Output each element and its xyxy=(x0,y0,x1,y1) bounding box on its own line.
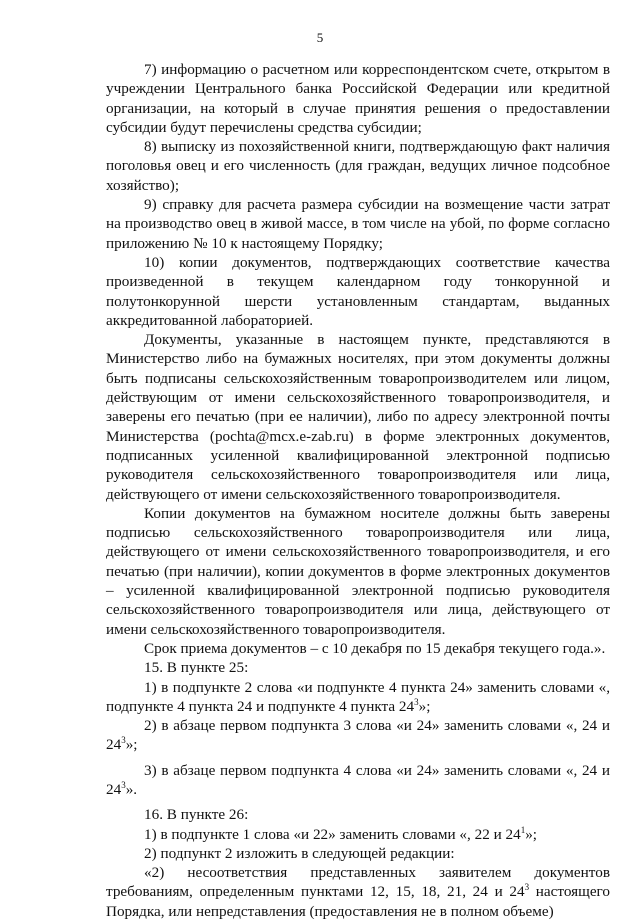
quoted-subitem-2-text: «2) несоответствия представленных заявителем документов требованиям, определенным пунктами 12, 15, 18, 21, 24 и 24 xyxy=(106,864,610,901)
item-15-sub-2-end: »; xyxy=(125,736,138,754)
item-16-sub-1 xyxy=(106,825,610,844)
item-15-sub-1-end: »; xyxy=(418,697,431,715)
quoted-subitem-2-end: настоящего Порядка, или непредставления (предоставления не в полном объеме) xyxy=(106,883,611,920)
page-number: 5 xyxy=(316,30,324,45)
item-16-sub-2: 2) подпункт 2 изложить в следующей редакции: xyxy=(144,844,455,862)
paragraph-item-8: 8) выписку из похозяйственной книги, подтверждающую факт наличия поголовья овец и его численность (для граждан, ведущих личное подсобное хозяйство); xyxy=(106,138,610,194)
paragraph-documents: Документы, указанные в настоящем пункте, представляются в Министерство либо на бумажных носителях, при этом документы должны быть подписаны сельскохозяйственным товаропроизводителем или лицом, действующим от имени сельскохозяйственного товаропроизводителя, и заверены его печатью (при ее наличии), либо по адресу электронной почты Министерства (pochta@mcx.e-zab.ru) в форме электронных документов, подписанных усиленной квалифицированной электронной подписью руководителя сельскохозяйственного товаропроизводителя или лица, действующего от имени сельскохозяйственного товаропроизводителя. xyxy=(106,331,610,503)
paragraph-item-9: 9) справку для расчета размера субсидии на возмещение части затрат на производство овец в живой массе, в том числе на убой, по форме согласно приложению № 10 к настоящему Порядку; xyxy=(106,196,610,252)
item-15-heading: 15. В пункте 25: xyxy=(144,659,249,677)
paragraph-term: Срок приема документов – с 10 декабря по 15 декабря текущего года.». xyxy=(144,639,606,657)
item-15-sub-3 xyxy=(106,761,610,800)
item-16-sub-1-end: »; xyxy=(525,825,538,843)
item-16-heading: 16. В пункте 26: xyxy=(144,806,249,824)
paragraph-item-7: 7) информацию о расчетном или корреспондентском счете, открытом в учреждении Центрального банка Российской Федерации или кредитной организации, на который в случае принятия решения о предоставлении субсидии будут перечислены средства субсидии; xyxy=(106,61,610,136)
item-15-sub-1 xyxy=(106,678,610,717)
paragraph-copies: Копии документов на бумажном носителе должны быть заверены подписью сельскохозяйственного товаропроизводителя или лица, действующего от имени сельскохозяйственного товаропроизводителя, и его печатью (при наличии), копии документов в форме электронных документов – усиленной квалифицированной электронной подписью руководителя сельскохозяйственного товаропроизводителя или лица, действующего от имени сельскохозяйственного товаропроизводителя. xyxy=(106,504,610,638)
superscript: 3 xyxy=(414,696,419,707)
superscript: 3 xyxy=(121,779,126,790)
superscript: 3 xyxy=(121,735,126,746)
item-16-sub-1-text: 1) в подпункте 1 слова «и 22» заменить словами «, 22 и 24 xyxy=(144,825,521,843)
item-15-sub-3-text: 3) в абзаце первом подпункта 4 слова «и 24» заменить словами «, 24 и 24 xyxy=(106,761,610,798)
quoted-subitem-2 xyxy=(106,863,610,921)
paragraph-item-10: 10) копии документов, подтверждающих соответствие качества произведенной в текущем календарном году тонкорунной и полутонкорунной шерсти установленным стандартам, выданных аккредитованной лабораторией. xyxy=(106,253,610,329)
item-15-sub-3-end: ». xyxy=(125,780,138,798)
item-15-sub-2 xyxy=(106,716,610,755)
superscript: 3 xyxy=(524,882,530,893)
document-body xyxy=(106,60,610,921)
item-15-sub-2-text: 2) в абзаце первом подпункта 3 слова «и 24» заменить словами «, 24 и 24 xyxy=(106,717,610,754)
superscript: 1 xyxy=(520,824,526,835)
item-15-sub-1-text: 1) в подпункте 2 слова «и подпункте 4 пункта 24» заменить словами «, подпункте 4 пункта 24 и подпункте 4 пункта 24 xyxy=(106,678,610,715)
